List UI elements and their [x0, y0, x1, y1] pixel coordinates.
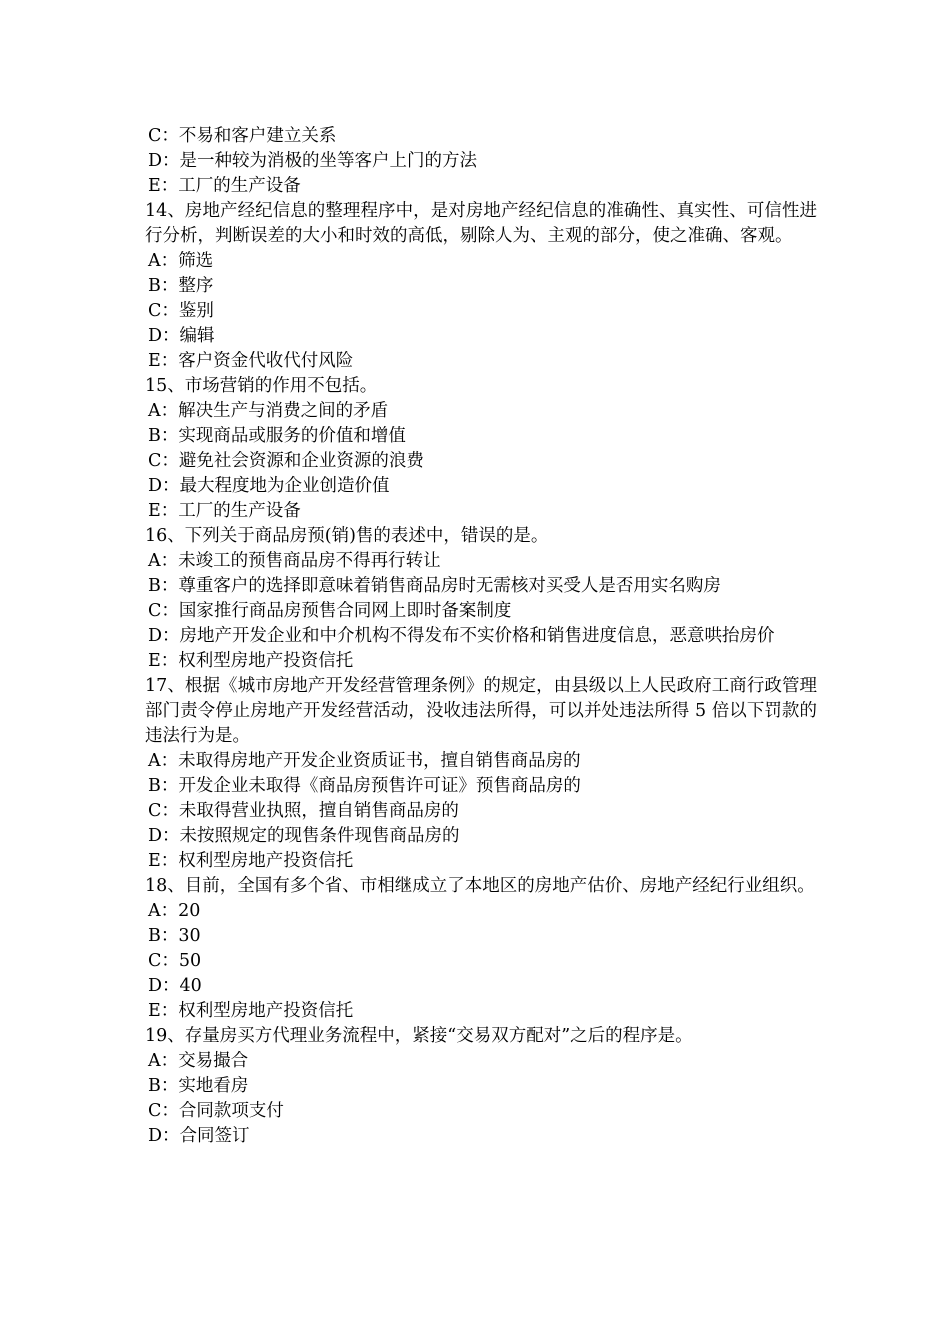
- option-line: C：合同款项支付: [148, 1101, 284, 1121]
- option-line: A：未取得房地产开发企业资质证书，擅自销售商品房的: [148, 751, 581, 771]
- option-line: E：工厂的生产设备: [148, 176, 301, 196]
- option-line: C：未取得营业执照，擅自销售商品房的: [148, 801, 459, 821]
- option-line: B：尊重客户的选择即意味着销售商品房时无需核对买受人是否用实名购房: [148, 576, 721, 596]
- option-line: D：40: [148, 976, 202, 996]
- option-line: B：30: [148, 926, 201, 946]
- option-line: E：权利型房地产投资信托: [148, 851, 354, 871]
- question-16: 16、下列关于商品房预(销)售的表述中，错误的是。: [145, 526, 549, 546]
- option-line: D：是一种较为消极的坐等客户上门的方法: [148, 151, 478, 171]
- option-wrapped: D：房地产开发企业和中介机构不得发布不实价格和销售进度信息，恶意哄抬房价: [148, 626, 775, 646]
- option-line: A：筛选: [148, 251, 214, 271]
- option-line: E：权利型房地产投资信托: [148, 651, 354, 671]
- option-line: C：国家推行商品房预售合同网上即时备案制度: [148, 601, 512, 621]
- option-line: E：客户资金代收代付风险: [148, 351, 354, 371]
- option-line: C：50: [148, 951, 202, 971]
- option-line: A：交易撮合: [148, 1051, 249, 1071]
- option-line: B：开发企业未取得《商品房预售许可证》预售商品房的: [148, 776, 581, 796]
- option-line: D：编辑: [148, 326, 215, 346]
- document-page: [145, 124, 817, 1149]
- option-line: C：避免社会资源和企业资源的浪费: [148, 451, 424, 471]
- option-line: A：未竣工的预售商品房不得再行转让: [148, 551, 441, 571]
- option-line: B：实地看房: [148, 1076, 249, 1096]
- option-line: B：实现商品或服务的价值和增值: [148, 426, 406, 446]
- option-line: B：整序: [148, 276, 214, 296]
- option-line: D：合同签订: [148, 1126, 250, 1146]
- question-19: 19、存量房买方代理业务流程中，紧接“交易双方配对”之后的程序是。: [145, 1026, 693, 1046]
- question-17: 17、根据《城市房地产开发经营管理条例》的规定，由县级以上人民政府工商行政管理部门责令停止房地产开发经营活动，没收违法所得，可以并处违法所得 5 倍以下罚款的违法行为是。: [145, 676, 817, 746]
- question-15: 15、市场营销的作用不包括。: [145, 376, 378, 396]
- option-line: A：解决生产与消费之间的矛盾: [148, 401, 389, 421]
- option-line: A：20: [148, 901, 201, 921]
- option-line: E：工厂的生产设备: [148, 501, 301, 521]
- question-14: 14、房地产经纪信息的整理程序中，是对房地产经纪信息的准确性、真实性、可信性进行分析，判断误差的大小和时效的高低，剔除人为、主观的部分，使之准确、客观。: [145, 201, 817, 246]
- question-18: 18、目前，全国有多个省、市相继成立了本地区的房地产估价、房地产经纪行业组织。: [145, 876, 815, 896]
- option-line: D：最大程度地为企业创造价值: [148, 476, 390, 496]
- option-line: C：鉴别: [148, 301, 214, 321]
- option-line: E：权利型房地产投资信托: [148, 1001, 354, 1021]
- option-line: C：不易和客户建立关系: [148, 126, 337, 146]
- option-line: D：未按照规定的现售条件现售商品房的: [148, 826, 460, 846]
